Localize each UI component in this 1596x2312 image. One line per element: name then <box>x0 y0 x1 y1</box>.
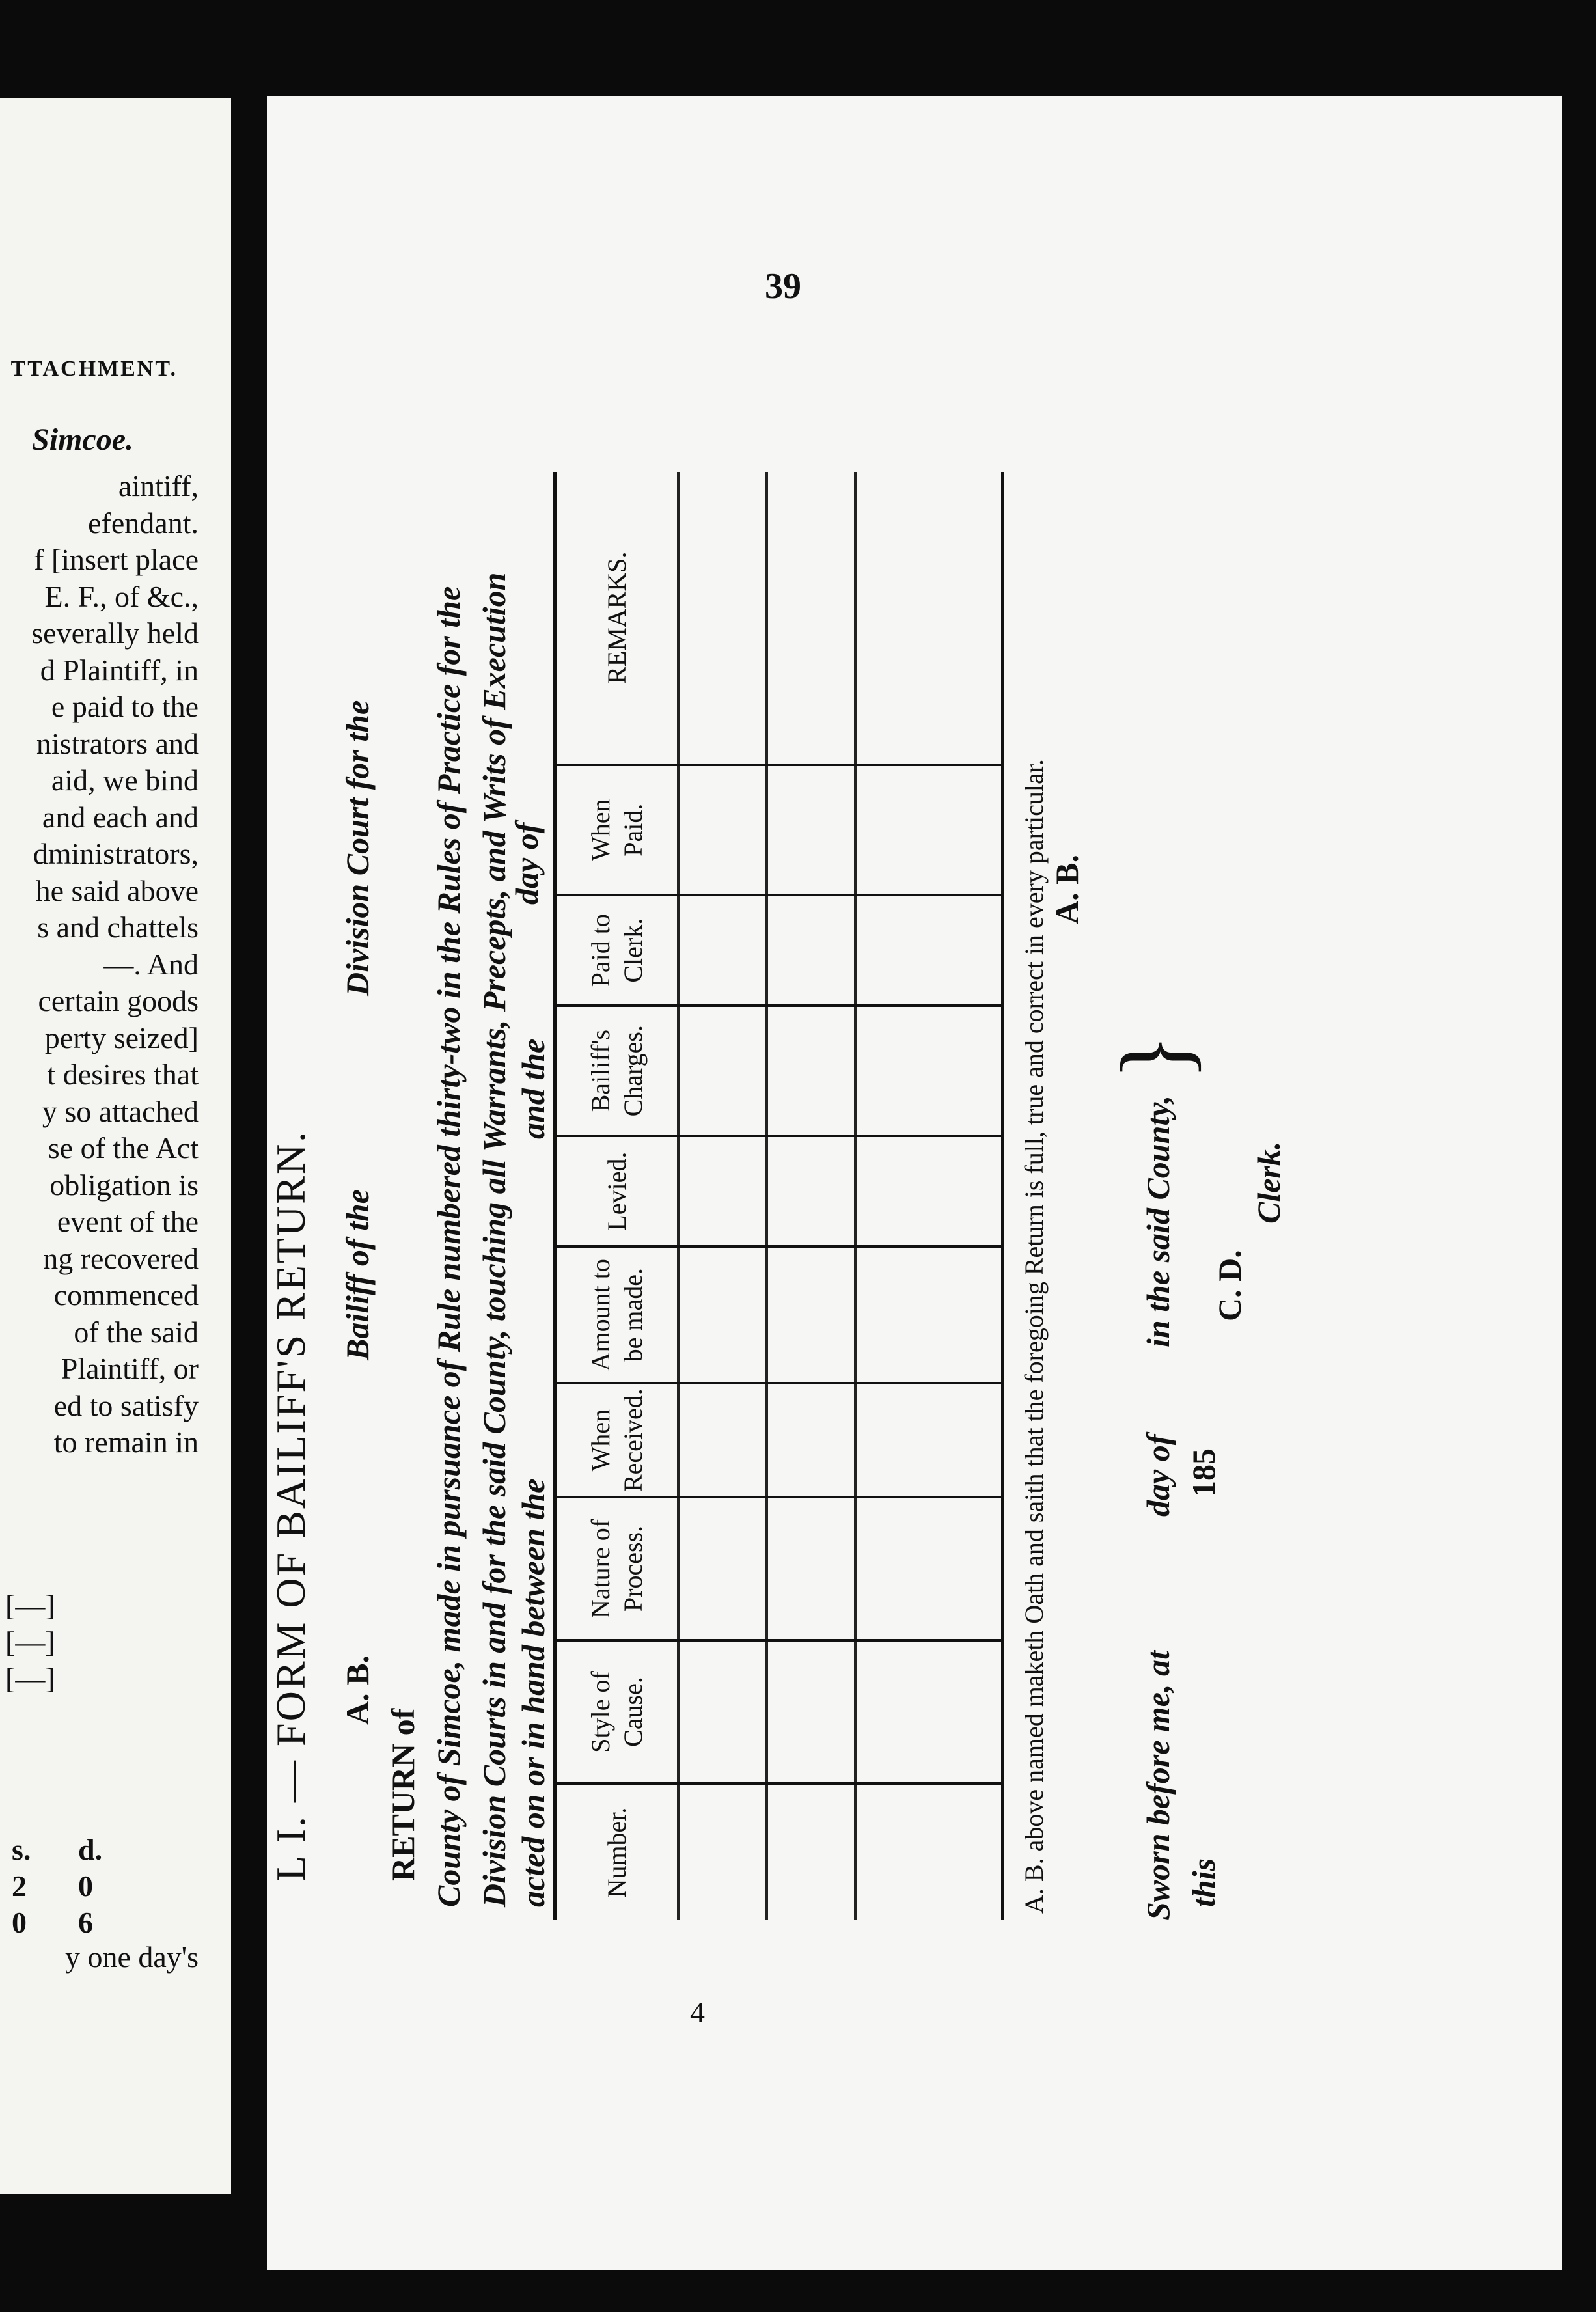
left-page-line: —. And <box>103 947 199 981</box>
table-cell <box>678 472 767 765</box>
sworn-brace: } <box>1101 1034 1209 1080</box>
table-column-header: Nature of Process. <box>555 1497 679 1640</box>
table-cell <box>767 1136 855 1246</box>
table-cell <box>855 895 1003 1006</box>
left-page-line: f [insert place <box>34 543 199 576</box>
oath-statement: A. B. above named maketh Oath and saith that the foregoing Return is full, true and correct in every particular. <box>1019 759 1049 1914</box>
left-page-line: of the said <box>74 1315 199 1349</box>
left-page-line: e paid to the <box>51 690 199 723</box>
table-cell <box>767 472 855 765</box>
table-cell <box>767 1246 855 1383</box>
sworn-day-of: day of <box>1140 1434 1176 1517</box>
left-page-line: s and chattels <box>37 911 199 944</box>
table-body <box>678 472 1003 1920</box>
left-page-line: E. F., of &c., <box>44 579 199 613</box>
table-cell <box>767 1783 855 1920</box>
left-page-amount-header: d. <box>78 1833 103 1866</box>
left-page-amount-header: s. <box>12 1833 31 1866</box>
table-cell <box>678 1383 767 1497</box>
table-cell <box>855 1783 1003 1920</box>
left-page-line: aid, we bind <box>51 764 199 797</box>
table-cell <box>767 895 855 1006</box>
table-cell <box>855 1383 1003 1497</box>
deponent-signature: A. B. <box>1049 855 1085 924</box>
table-cell <box>678 895 767 1006</box>
form-preamble-line: and the <box>515 1038 551 1139</box>
table-column-header: REMARKS. <box>555 472 679 765</box>
table-column-header: Amount to be made. <box>555 1246 679 1383</box>
left-page-line: dministrators, <box>33 837 199 870</box>
form-preamble-line: day of <box>508 822 545 905</box>
left-page-line: aintiff, <box>118 469 199 502</box>
sworn-year: 185 <box>1185 1448 1222 1497</box>
form-return-of: RETURN of <box>385 1708 421 1881</box>
left-page-line: perty seized] <box>44 1021 199 1054</box>
left-page-amount: 2 <box>12 1869 27 1903</box>
table-cell <box>855 1246 1003 1383</box>
form-division-court: Division Court for the <box>339 700 376 996</box>
table-cell <box>767 1006 855 1136</box>
table-column-header: Number. <box>555 1783 679 1920</box>
table-row <box>678 472 767 1920</box>
table-column-header: Bailiff's Charges. <box>555 1006 679 1136</box>
left-page-line: t desires that <box>47 1058 199 1091</box>
table-row <box>767 472 855 1920</box>
left-page-line: and each and <box>42 800 199 834</box>
left-page-line: event of the <box>57 1205 199 1238</box>
left-page-amount: 0 <box>12 1906 27 1939</box>
table-cell <box>678 765 767 895</box>
table-cell <box>678 1640 767 1783</box>
left-page-line: certain goods <box>38 984 199 1017</box>
left-page-line: ng recovered <box>43 1241 199 1275</box>
left-page-bracket: [—] <box>5 1625 55 1658</box>
clerk-name: C. D. <box>1211 1250 1248 1321</box>
bailiff-return-form <box>267 280 1321 1933</box>
left-page-amount: 0 <box>78 1869 93 1903</box>
table-cell <box>678 1136 767 1246</box>
table-cell <box>767 1497 855 1640</box>
left-page-line: se of the Act <box>48 1131 199 1164</box>
left-page-line: efendant. <box>88 506 199 540</box>
table-column-header: Levied. <box>555 1136 679 1246</box>
left-page-line: to remain in <box>53 1425 199 1459</box>
left-page-amount: 6 <box>78 1906 93 1939</box>
left-page-last-line: y one day's <box>64 1940 199 1974</box>
form-title: L I. — FORM OF BAILIFF'S RETURN. <box>268 1129 314 1881</box>
table-cell <box>678 1497 767 1640</box>
left-page-line: obligation is <box>49 1168 199 1202</box>
left-page-county: Simcoe. <box>32 422 133 457</box>
table-header-row <box>555 472 679 1920</box>
table-row <box>855 472 1003 1920</box>
sworn-before-line: Sworn before me, at <box>1140 1651 1176 1920</box>
table-cell <box>855 1497 1003 1640</box>
table-column-header: Paid to Clerk. <box>555 895 679 1006</box>
form-bailiff-of: Bailiff of the <box>339 1189 376 1360</box>
form-preamble-line: acted on or in hand between the <box>515 1478 551 1907</box>
left-page-line: severally held <box>31 616 199 650</box>
table-cell <box>855 1640 1003 1783</box>
left-page-line: Plaintiff, or <box>61 1352 199 1385</box>
form-preamble-line: Division Courts in and for the said County, touching all Warrants, Precepts, and Writs of Execution <box>476 572 512 1907</box>
left-page-line: y so attached <box>42 1094 199 1128</box>
table-cell <box>678 1246 767 1383</box>
left-page-heading: TTACHMENT. <box>10 357 178 381</box>
table-column-header: When Paid. <box>555 765 679 895</box>
left-page-line: nistrators and <box>36 726 199 760</box>
clerk-title: Clerk. <box>1250 1141 1287 1224</box>
left-page-line: commenced <box>53 1278 199 1312</box>
sworn-county: in the said County, <box>1140 1095 1176 1347</box>
table-cell <box>855 765 1003 895</box>
signature-mark: 4 <box>690 1996 705 2029</box>
table-cell <box>767 1640 855 1783</box>
left-page-line: d Plaintiff, in <box>40 653 199 687</box>
left-page-line: ed to satisfy <box>53 1388 199 1422</box>
left-page-bracket: [—] <box>5 1662 55 1695</box>
table-cell <box>678 1006 767 1136</box>
left-page-fragment <box>0 98 231 2194</box>
table-cell <box>855 1006 1003 1136</box>
return-table <box>553 472 1004 1920</box>
table-cell <box>855 1136 1003 1246</box>
table-cell <box>767 765 855 895</box>
left-page-line: he said above <box>35 874 199 907</box>
form-preamble-line: County of Simcoe, made in pursuance of Rule numbered thirty-two in the Rules of Practice for the <box>430 586 467 1907</box>
table-cell <box>678 1783 767 1920</box>
table-column-header: Style of Cause. <box>555 1640 679 1783</box>
table-cell <box>855 472 1003 765</box>
page-number: 39 <box>765 266 801 307</box>
sworn-this-line: this <box>1185 1858 1222 1907</box>
left-page-bracket: [—] <box>5 1589 55 1622</box>
table-cell <box>767 1383 855 1497</box>
table-column-header: When Received. <box>555 1383 679 1497</box>
form-party-name: A. B. <box>339 1655 376 1725</box>
